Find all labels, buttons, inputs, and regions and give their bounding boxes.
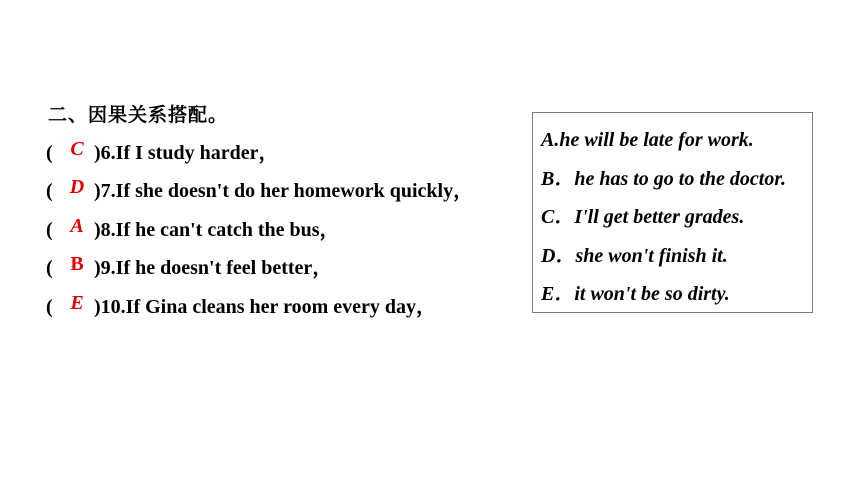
option-a: A.he will be late for work. (541, 129, 754, 151)
paren-open: ( (46, 142, 53, 164)
option-c: C．I'll get better grades. (541, 206, 745, 228)
option-b: B．he has to go to the doctor. (541, 168, 787, 190)
options-box (532, 112, 813, 313)
question-text: )9.If he doesn't feel better， (94, 257, 333, 279)
question-text: )7.If she doesn't do her homework quickly， (94, 180, 474, 202)
question-row-7 (46, 178, 473, 204)
option-e: E．it won't be so dirty. (541, 283, 730, 305)
question-row-6 (46, 140, 278, 166)
question-row-8 (46, 217, 340, 243)
answer-blank[interactable]: D (69, 176, 85, 198)
question-text: )8.If he can't catch the bus， (94, 219, 340, 241)
paren-open: ( (46, 296, 53, 318)
answer-blank[interactable]: A (70, 215, 84, 237)
question-text: )10.If Gina cleans her room every day， (94, 296, 437, 318)
question-row-9 (46, 255, 332, 281)
question-row-10 (46, 294, 436, 320)
answer-blank[interactable]: E (70, 292, 84, 314)
answer-blank[interactable]: B (70, 253, 84, 275)
paren-open: ( (46, 219, 53, 241)
paren-open: ( (46, 180, 53, 202)
answer-blank[interactable]: C (70, 138, 84, 160)
paren-open: ( (46, 257, 53, 279)
section-heading: 二、因果关系搭配。 (48, 104, 229, 126)
question-text: )6.If I study harder， (94, 142, 279, 164)
option-d: D．she won't finish it. (541, 245, 728, 267)
